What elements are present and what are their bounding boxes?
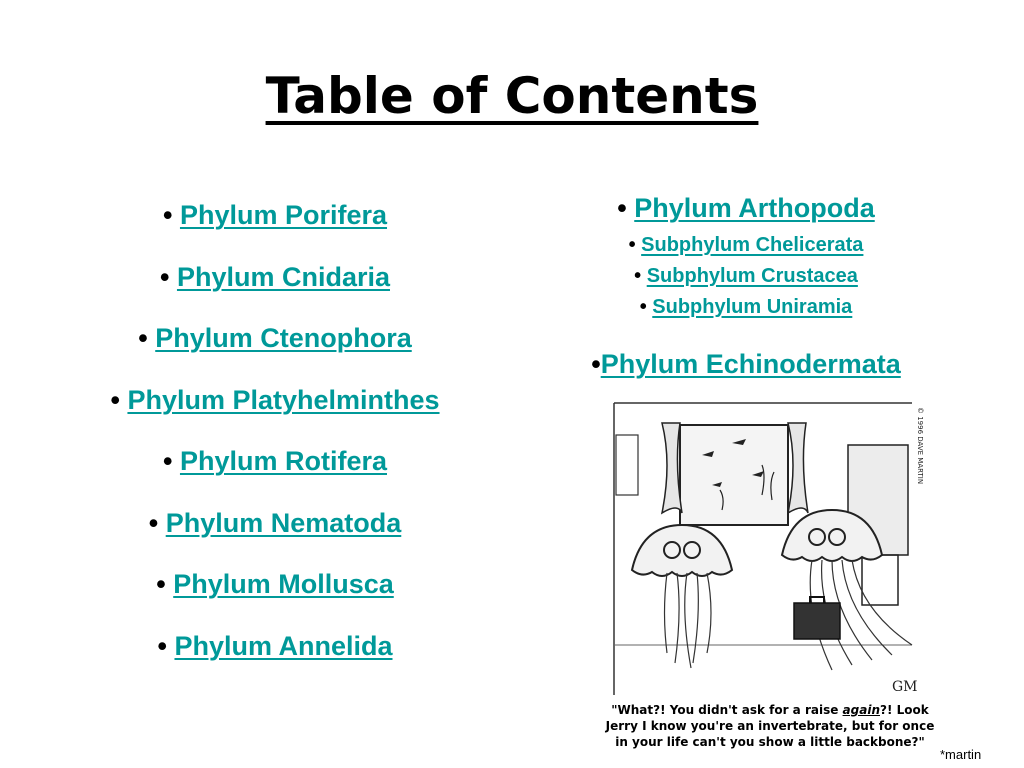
bullet: • [148, 507, 159, 538]
link-subphylum-uniramia[interactable]: Subphylum Uniramia [652, 296, 853, 318]
link-phylum-nematoda[interactable]: Phylum Nematoda [165, 507, 402, 538]
jellyfish-cartoon [612, 395, 932, 705]
wall-panel-left [616, 435, 638, 495]
link-phylum-rotifera[interactable]: Phylum Rotifera [179, 446, 387, 476]
slide-title-text: Table of Contents [265, 67, 759, 125]
cartoon-copyright: © 1996 DAVE MARTIN [916, 407, 924, 485]
list-item [496, 292, 996, 323]
caption-emphasis: again [842, 703, 880, 717]
list-item [496, 261, 996, 292]
link-phylum-arthopoda[interactable]: Phylum Arthopoda [634, 193, 875, 223]
bullet: • [591, 349, 601, 379]
link-phylum-echinodermata[interactable]: Phylum Echinodermata [600, 349, 901, 379]
list-item [25, 378, 525, 440]
caption-text-start: "What?! You didn't ask for a raise [611, 703, 843, 717]
bullet: • [110, 384, 120, 415]
briefcase-handle [810, 597, 824, 603]
list-item [25, 193, 525, 255]
link-phylum-cnidaria[interactable]: Phylum Cnidaria [176, 261, 390, 292]
curtain-right [788, 423, 808, 513]
bullet: • [156, 569, 166, 599]
list-item [25, 439, 525, 501]
bullet: • [162, 200, 173, 230]
caption-text-end: ?! Look Jerry I know you're an invertebrate, but for once in your life can't you show a little backbone?" [605, 703, 935, 749]
link-phylum-platyhelminthes[interactable]: Phylum Platyhelminthes [127, 384, 440, 415]
bullet: • [138, 323, 148, 353]
bullet: • [617, 193, 627, 223]
list-item [25, 562, 525, 624]
list-item [496, 342, 996, 386]
list-item [25, 501, 525, 563]
bullet: • [159, 261, 170, 292]
list-item [25, 624, 525, 686]
link-subphylum-crustacea[interactable]: Subphylum Crustacea [646, 265, 858, 287]
credit-text: *martin [940, 747, 982, 762]
list-item [25, 255, 525, 317]
bullet: • [628, 234, 636, 256]
link-phylum-mollusca[interactable]: Phylum Mollusca [173, 569, 394, 599]
bullet: • [634, 265, 642, 287]
list-item [496, 186, 996, 230]
bullet: • [157, 630, 167, 661]
jellyfish-left-tentacles [665, 573, 712, 668]
link-phylum-ctenophora[interactable]: Phylum Ctenophora [155, 323, 412, 353]
right-phylum-list [496, 186, 996, 386]
bullet: • [639, 296, 647, 318]
link-phylum-porifera[interactable]: Phylum Porifera [179, 200, 388, 230]
link-phylum-annelida[interactable]: Phylum Annelida [174, 630, 393, 661]
list-item [496, 230, 996, 261]
list-item [25, 316, 525, 378]
slide-title [0, 56, 1024, 136]
aquarium-window [680, 425, 788, 525]
cartoon-signature: GM [892, 679, 918, 695]
link-subphylum-chelicerata[interactable]: Subphylum Chelicerata [641, 234, 864, 256]
left-phylum-list [25, 193, 525, 685]
tank-stand [862, 555, 898, 605]
jellyfish-left-bell [632, 525, 732, 576]
bullet: • [162, 446, 173, 476]
briefcase-icon [794, 603, 840, 639]
cartoon-caption [600, 702, 940, 750]
